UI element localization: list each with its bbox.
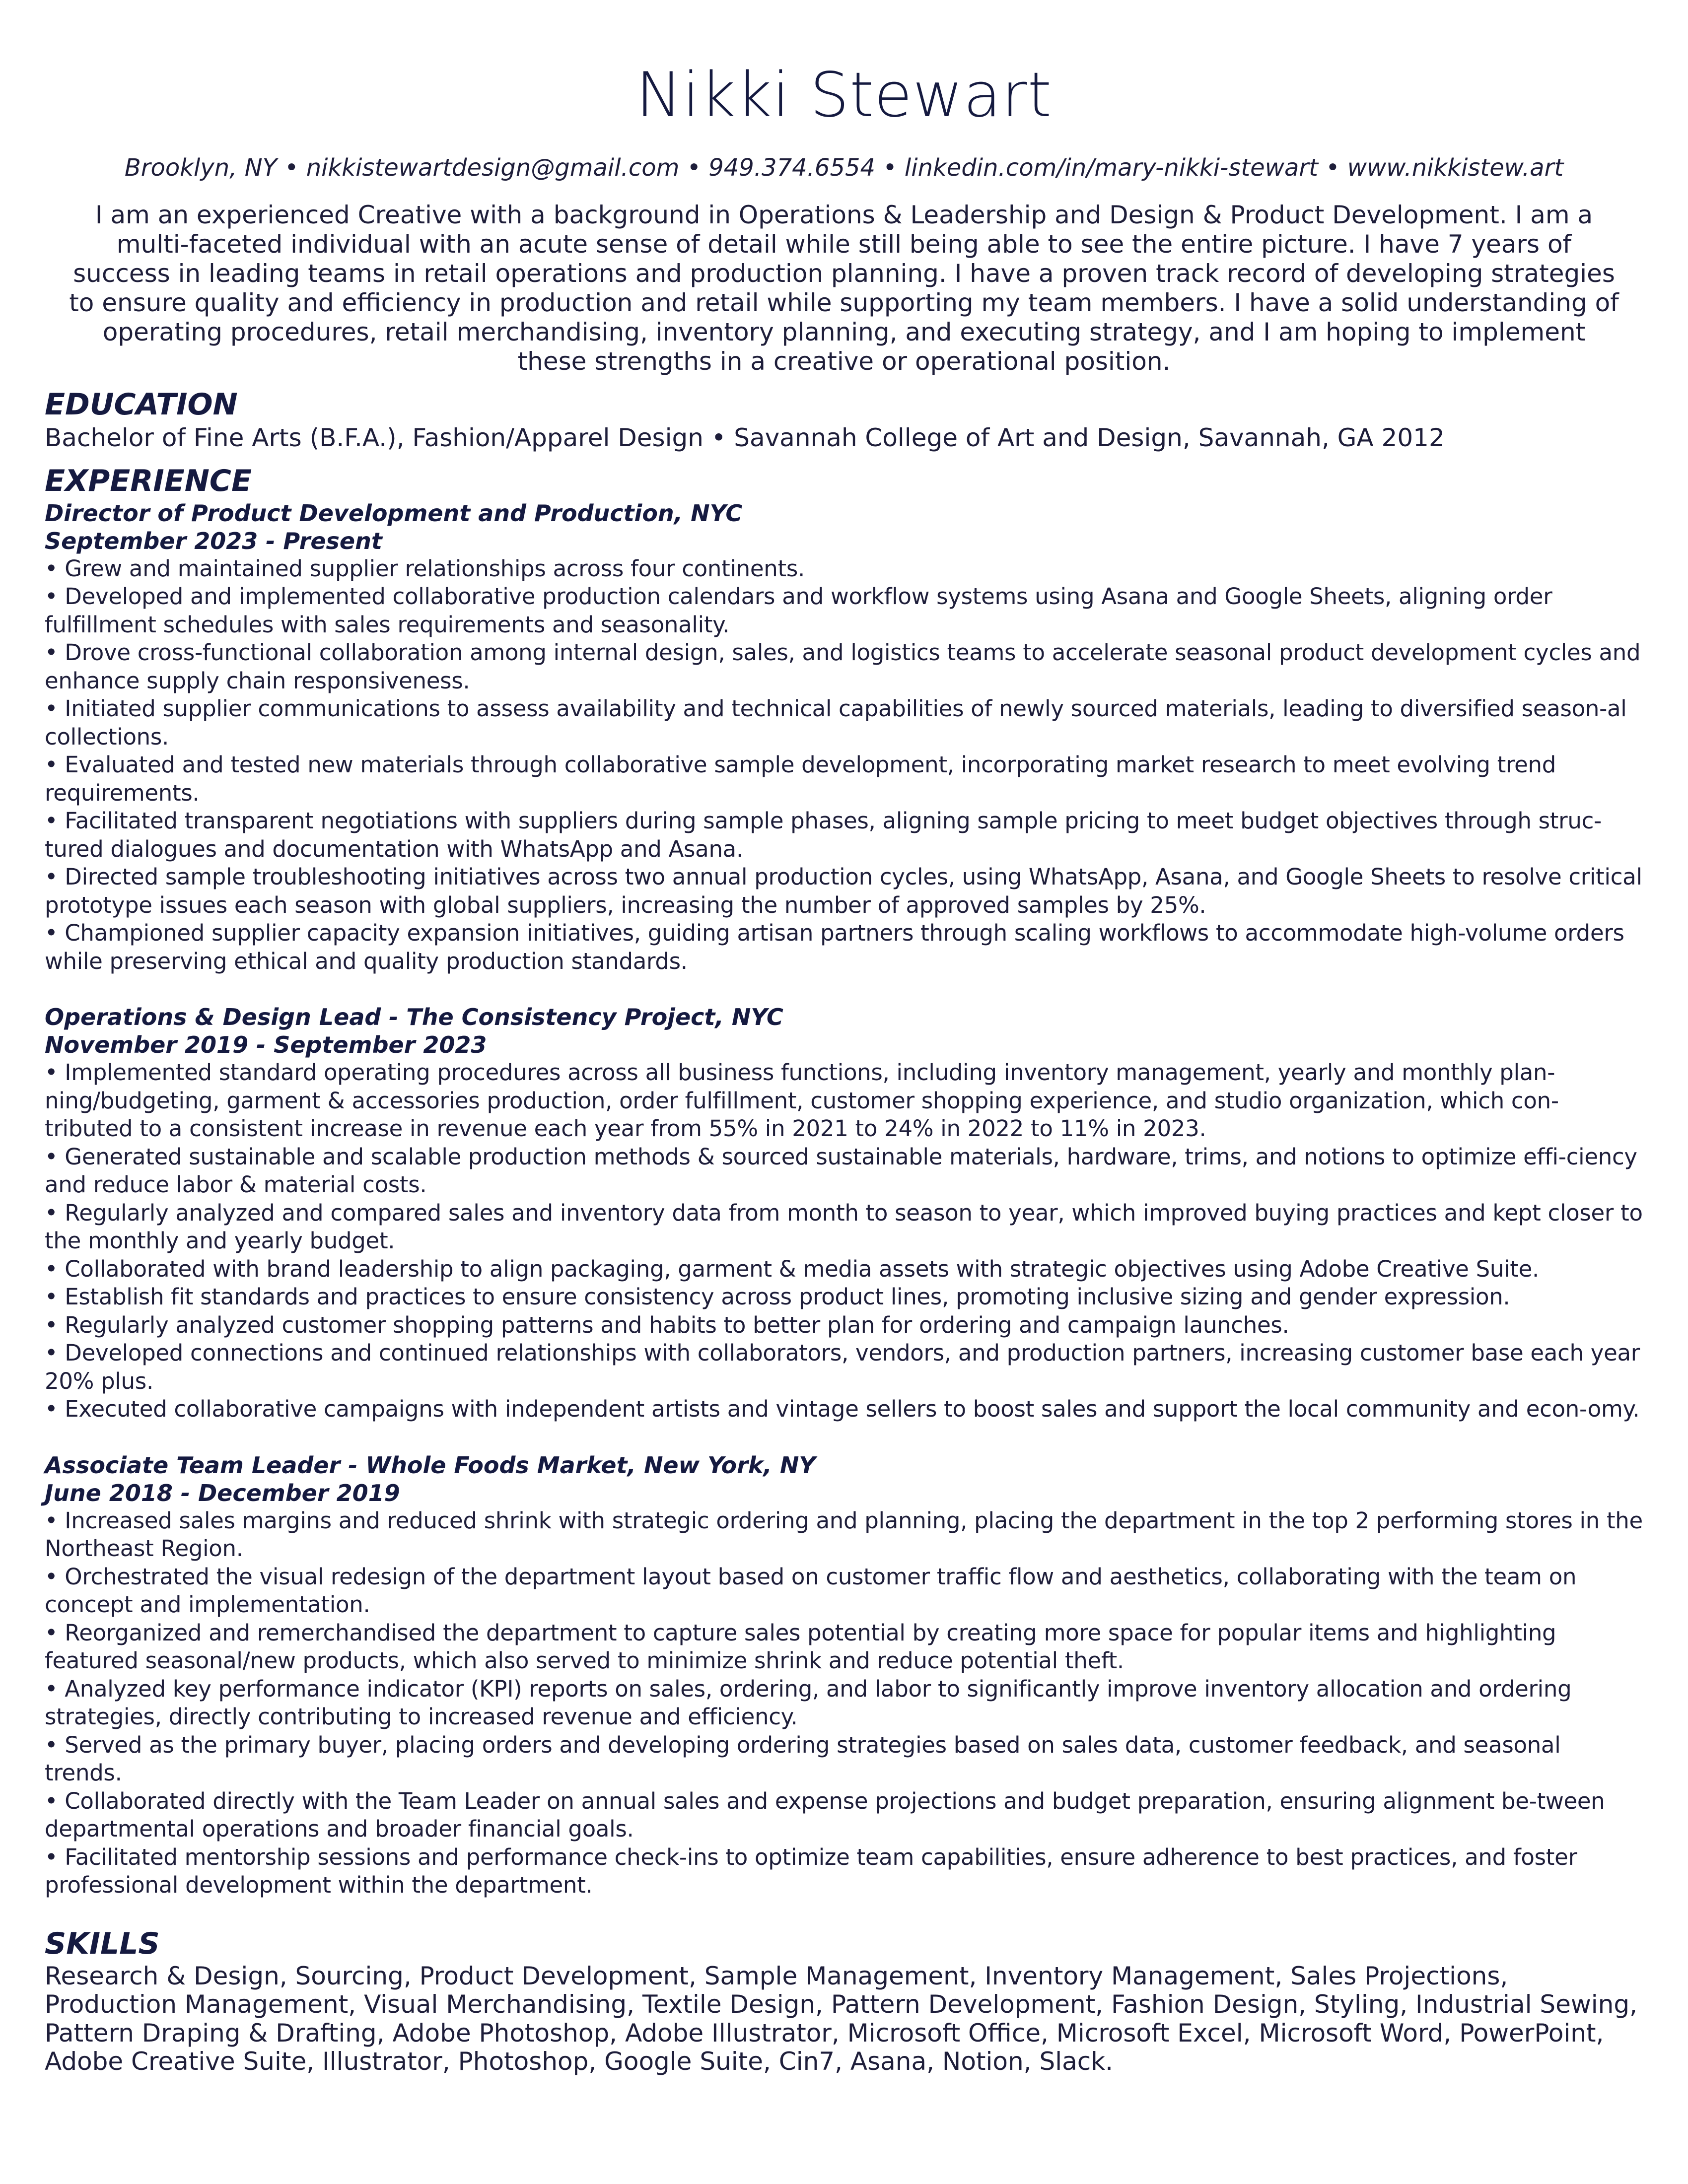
resume-page — [45, 60, 1643, 2076]
bullet-item: • Evaluated and tested new materials through collaborative sample development, incorporating market research to meet evolving trend requirements. — [45, 751, 1556, 806]
bullet-item: • Regularly analyzed customer shopping patterns and habits to better plan for ordering and campaign launches. — [45, 1311, 1289, 1338]
bullet-item: • Facilitated mentorship sessions and performance check-ins to optimize team capabilities, ensure adherence to best practices, and foster professional development within the department. — [45, 1843, 1577, 1899]
bullet-item: • Establish fit standards and practices to ensure consistency across product lines, promoting inclusive sizing and gender expression. — [45, 1284, 1510, 1310]
bullet-item: • Executed collaborative campaigns with independent artists and vintage sellers to boost sales and support the local community and econ-omy. — [45, 1396, 1640, 1423]
bullet-item: • Grew and maintained supplier relationships across four continents. — [45, 555, 805, 582]
job-title: Operations & Design Lead - The Consistency Project, NYC — [45, 1004, 783, 1031]
bullet-item: • Reorganized and remerchandised the department to capture sales potential by creating more space for popular items and highlighting featured seasonal/new products, which also served to minimize shrink and reduce potential theft. — [45, 1619, 1556, 1674]
experience-heading: EXPERIENCE — [45, 463, 252, 498]
contact-line: Brooklyn, NY • nikkistewartdesign@gmail.com • 949.374.6554 • linkedin.com/in/mary-nikki-stewart • www.nikkistew.art — [124, 154, 1564, 182]
bullet-item: • Drove cross-functional collaboration among internal design, sales, and logistics teams to accelerate seasonal product development cycles and enhance supply chain responsiveness. — [45, 639, 1641, 694]
bullet-item: • Developed connections and continued relationships with collaborators, vendors, and production partners, increasing customer base each year 20% plus. — [45, 1340, 1640, 1394]
job-dates: November 2019 - September 2023 — [45, 1031, 487, 1059]
skills-heading: SKILLS — [45, 1926, 160, 1961]
bullet-item: • Increased sales margins and reduced shrink with strategic ordering and planning, placing the department in the top 2 performing stores in the Northeast Region. — [45, 1507, 1643, 1562]
bullet-item: • Collaborated with brand leadership to align packaging, garment & media assets with strategic objectives using Adobe Creative Suite. — [45, 1255, 1539, 1282]
bullet-item: • Facilitated transparent negotiations with suppliers during sample phases, aligning sample pricing to meet budget objectives through struc-tured dialogues and documentation with WhatsApp and Asana. — [45, 808, 1602, 862]
job-bullets — [45, 555, 1643, 976]
skills-list: Research & Design, Sourcing, Product Development, Sample Management, Inventory Management, Sales Projections, Production Management, Visual Merchandising, Textile Design, Pattern Development, Fashion Design, Styling, Industrial Sewing, Pattern Draping & Drafting, Adobe Photoshop, Adobe Illustrator, Microsoft Office, Microsoft Excel, Microsoft Word, PowerPoint, Adobe Creative Suite, Illustrator, Photoshop, Google Suite, Cin7, Asana, Notion, Slack. — [45, 1961, 1637, 2076]
job-title: Director of Product Development and Production, NYC — [45, 499, 743, 527]
experience-section — [45, 465, 1643, 1900]
bullet-item: • Initiated supplier communications to assess availability and technical capabilities of newly sourced materials, leading to diversified season-al collections. — [45, 695, 1627, 750]
job-entry — [45, 499, 1643, 976]
bullet-item: • Generated sustainable and scalable production methods & sourced sustainable materials, hardware, trims, and notions to optimize effi-ciency and reduce labor & material costs. — [45, 1143, 1637, 1198]
bullet-item: • Orchestrated the visual redesign of the department layout based on customer traffic flow and aesthetics, collaborating with the team on concept and implementation. — [45, 1563, 1577, 1618]
bullet-item: • Directed sample troubleshooting initiatives across two annual production cycles, using WhatsApp, Asana, and Google Sheets to resolve critical prototype issues each season with global suppliers, increasing the number of approved samples by 25%. — [45, 864, 1642, 918]
job-bullets — [45, 1059, 1643, 1424]
bullet-item: • Collaborated directly with the Team Leader on annual sales and expense projections and budget preparation, ensuring alignment be-tween departmental operations and broader financial goals. — [45, 1787, 1605, 1843]
bullet-item: • Served as the primary buyer, placing orders and developing ordering strategies based on sales data, customer feedback, and seasonal trends. — [45, 1731, 1561, 1786]
professional-summary: I am an experienced Creative with a background in Operations & Leadership and Design & Product Development. I am a multi-faceted individual with an acute sense of detail while still being able to see the entire picture. I have 7 years of success in leading teams in retail operations and production planning. I have a proven track record of developing strategies to ensure quality and efficiency in production and retail while supporting my team members. I have a solid understanding of operating procedures, retail merchandising, inventory planning, and executing strategy, and I am hoping to implement these strengths in a creative or operational position. — [69, 200, 1619, 376]
bullet-item: • Championed supplier capacity expansion initiatives, guiding artisan partners through scaling workflows to accommodate high-volume orders while preserving ethical and quality production standards. — [45, 920, 1624, 974]
job-dates: June 2018 - December 2019 — [45, 1479, 400, 1506]
bullet-item: • Implemented standard operating procedures across all business functions, including inventory management, yearly and monthly plan-ning/budgeting, garment & accessories production, order fulfillment, customer shopping experience, and studio organization, which con-tributed to a consistent increase in revenue each year from 55% in 2021 to 24% in 2022 to 11% in 2023. — [45, 1059, 1559, 1142]
education-entry: Bachelor of Fine Arts (B.F.A.), Fashion/Apparel Design • Savannah College of Art and Design, Savannah, GA 2012 — [45, 423, 1445, 452]
skills-section — [45, 1927, 1643, 2076]
job-entry — [45, 1451, 1643, 1900]
job-entry — [45, 1003, 1643, 1424]
bullet-item: • Regularly analyzed and compared sales and inventory data from month to season to year, which improved buying practices and kept closer to the monthly and yearly budget. — [45, 1199, 1643, 1254]
job-dates: September 2023 - Present — [45, 527, 382, 554]
job-title: Associate Team Leader - Whole Foods Market, New York, NY — [45, 1451, 816, 1479]
job-bullets — [45, 1507, 1643, 1900]
bullet-item: • Analyzed key performance indicator (KPI) reports on sales, ordering, and labor to significantly improve inventory allocation and ordering strategies, directly contributing to increased revenue and efficiency. — [45, 1675, 1572, 1730]
education-heading: EDUCATION — [45, 387, 238, 422]
bullet-item: • Developed and implemented collaborative production calendars and workflow systems using Asana and Google Sheets, aligning order fulfillment schedules with sales requirements and seasonality. — [45, 583, 1552, 638]
education-section — [45, 388, 1643, 453]
candidate-name: Nikki Stewart — [635, 60, 1053, 131]
